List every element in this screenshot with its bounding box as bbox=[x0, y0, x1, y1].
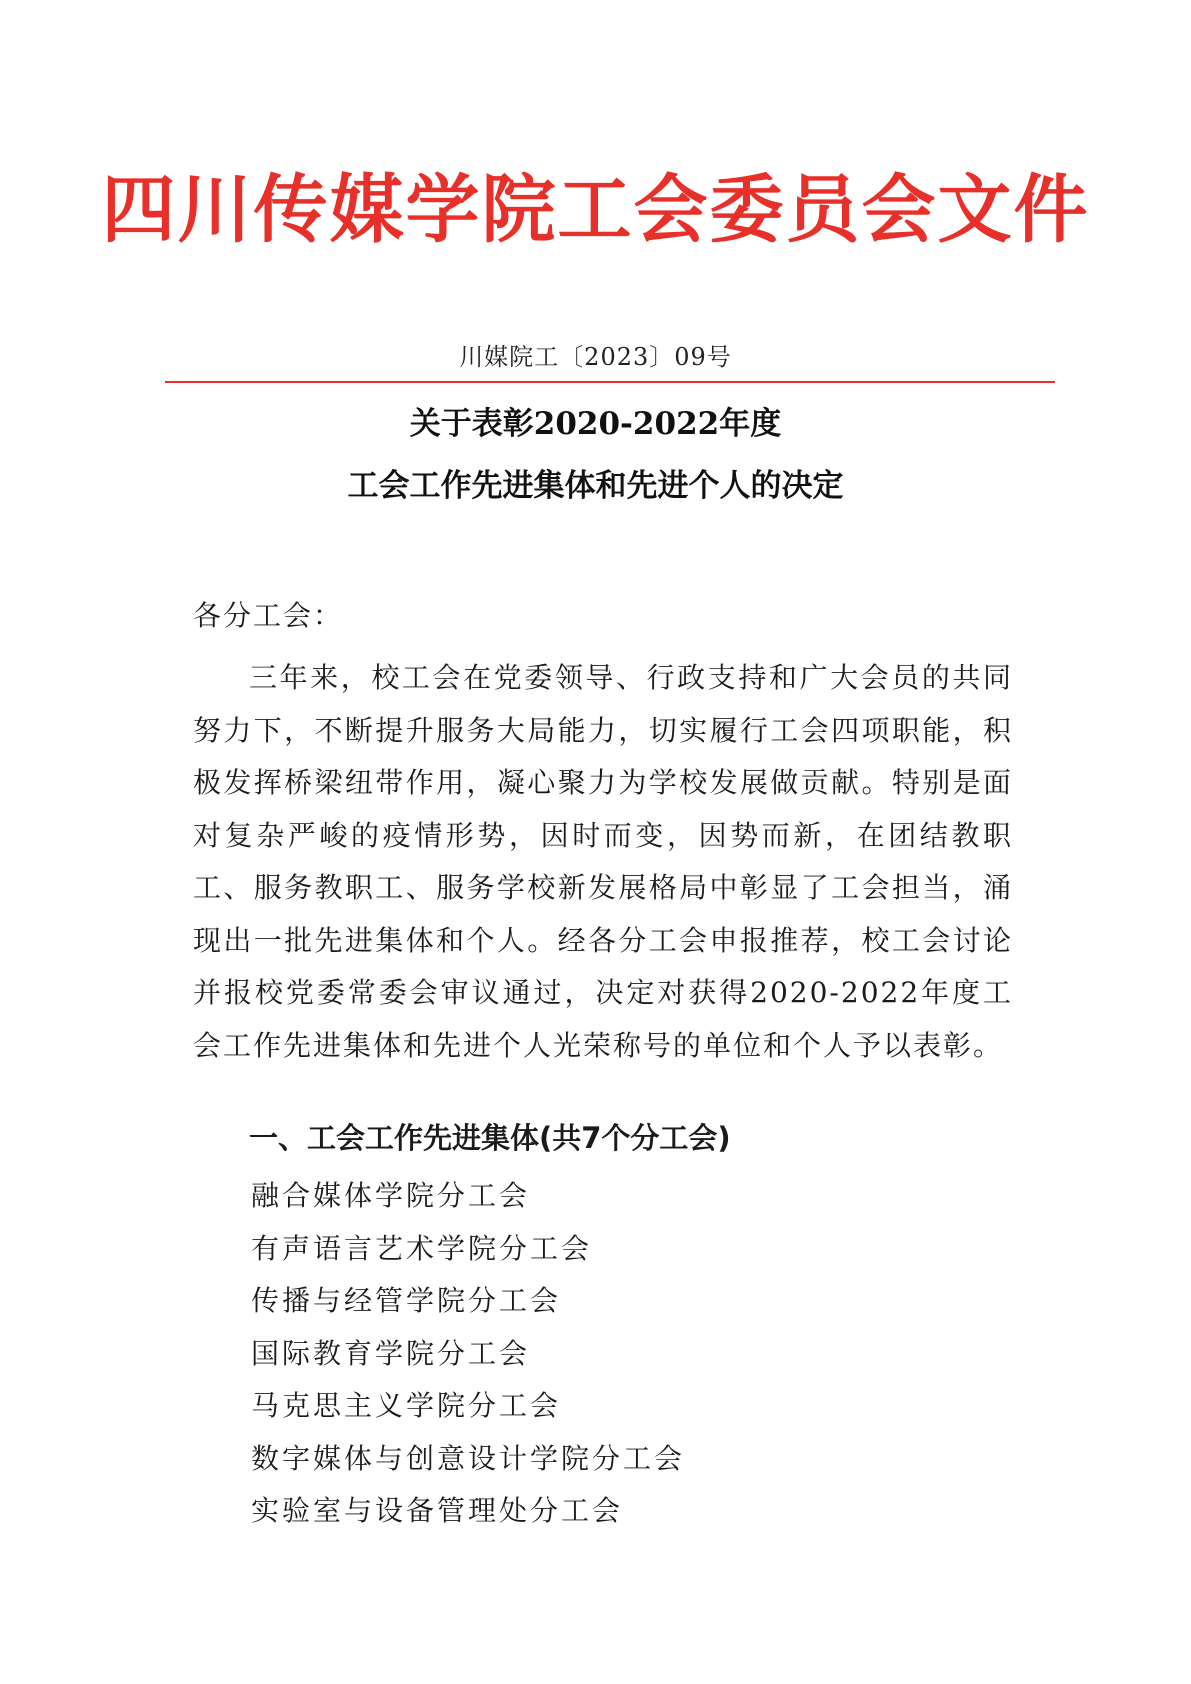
list-item: 融合媒体学院分工会 bbox=[251, 1179, 531, 1212]
list-item: 数字媒体与创意设计学院分工会 bbox=[251, 1441, 686, 1475]
document-title-line-2: 工会工作先进集体和先进个人的决定 bbox=[347, 468, 844, 504]
document-title-line-1: 关于表彰2020-2022年度 bbox=[409, 406, 782, 442]
masthead-title: 四川传媒学院工会委员会文件 bbox=[101, 167, 1090, 253]
document-number: 川媒院工〔2023〕09号 bbox=[459, 343, 732, 371]
list-item: 国际教育学院分工会 bbox=[251, 1336, 531, 1370]
body-paragraph: 三年来，校工会在党委领导、行政支持和广大会员的共同努力下，不断提升服务大局能力，切实履行工会四项职能，积极发挥桥梁纽带作用，凝心聚力为学校发展做贡献。特别是面对复杂严峻的疫情形势，因时而变，因势而新，在团结教职工、服务教职工、服务学校新发展格局中彰显了工会担当，涌现出一批先进集体和个人。经各分工会申报推荐，校工会讨论并报校党委常委会审议通过，决定对获得2020-2022年度工会工作先进集体和先进个人光荣称号的单位和个人予以表彰。 bbox=[193, 661, 1013, 1062]
salutation: 各分工会： bbox=[193, 599, 344, 632]
advanced-collectives-list bbox=[251, 1170, 685, 1538]
red-divider bbox=[165, 381, 1055, 383]
list-item: 有声语言艺术学院分工会 bbox=[251, 1231, 593, 1265]
list-item: 实验室与设备管理处分工会 bbox=[251, 1494, 624, 1527]
list-item: 传播与经管学院分工会 bbox=[251, 1284, 562, 1317]
list-item: 马克思主义学院分工会 bbox=[251, 1389, 562, 1422]
section-heading-advanced-collectives: 一、工会工作先进集体(共7个分工会) bbox=[249, 1121, 731, 1155]
